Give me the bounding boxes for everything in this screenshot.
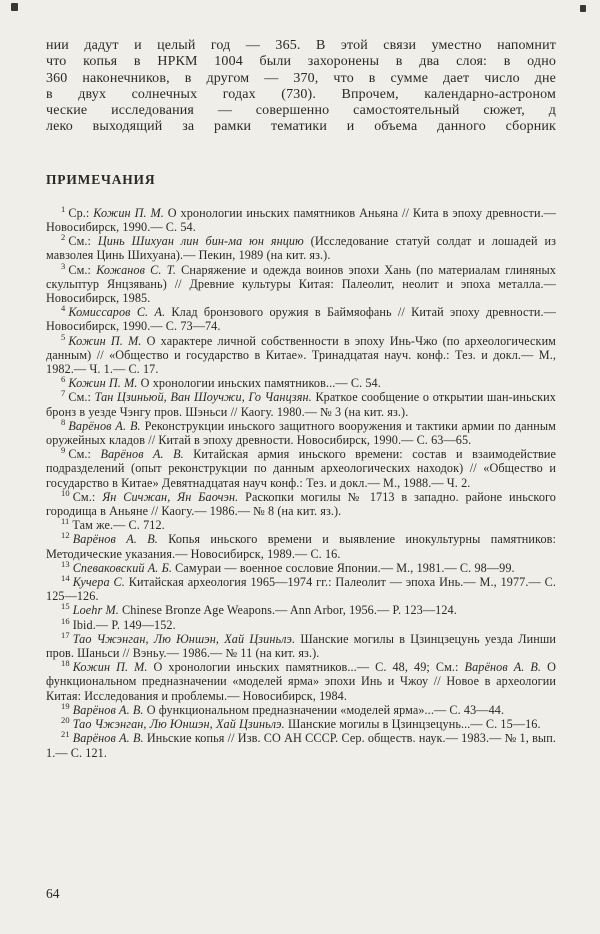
footnote-number: 7 xyxy=(61,388,66,399)
footnote-text: Шанские могилы в Цзинцзецунь уезда Линши пров. Шаньси // Вэньу.— 1986.— № 11 (на кит. яз.). xyxy=(46,631,556,661)
footnote-author: Варёнов А. В. xyxy=(72,702,144,717)
footnote-item xyxy=(46,260,557,306)
footnote-author: Кожин П. М. xyxy=(68,376,138,391)
footnote-item xyxy=(46,532,556,560)
footnote-number: 1 xyxy=(61,203,66,214)
footnote-author: Кожин П. М. xyxy=(93,205,164,220)
footnote-number: 18 xyxy=(61,658,70,669)
footnote-author: Кучера С. xyxy=(72,575,125,590)
footnote-item xyxy=(46,376,556,390)
footnote-item xyxy=(46,731,556,759)
footnote-number: 16 xyxy=(61,615,70,626)
footnote-number: 9 xyxy=(61,445,66,456)
body-line: в двух солнечных годах (730). Впрочем, календарно-астроном xyxy=(46,86,556,102)
footnote-text: Раскопки могилы № 1713 в западно. районе иньского городища в Аньяне // Каогу.— 1986.— № 8 (на кит. яз.). xyxy=(46,489,556,519)
footnote-author: Варёнов А. В. xyxy=(464,660,542,675)
page-number: 64 xyxy=(46,886,60,901)
footnote-text: См.: xyxy=(68,447,101,462)
footnote-item xyxy=(46,615,556,632)
footnote-author: Цинь Шихуан лин бин-ма юн янцию xyxy=(97,234,304,249)
body-line: нии дадут и целый год — 365. В этой связи уместно напомнит xyxy=(46,38,556,53)
footnote-text: Шанские могилы в Цзинцзецунь...— С. 15—16. xyxy=(284,717,541,732)
footnote-text: См.: xyxy=(68,234,98,249)
footnote-number: 17 xyxy=(61,629,70,640)
footnote-item xyxy=(46,518,556,532)
body-line: 360 наконечников, в другом — 370, что в сумме дает число дне xyxy=(46,70,556,86)
footnote-item xyxy=(46,305,556,333)
footnote-number: 21 xyxy=(61,729,70,740)
footnote-item xyxy=(46,700,556,717)
footnote-item xyxy=(46,203,557,234)
footnote-item xyxy=(46,717,556,731)
footnote-item xyxy=(46,487,556,519)
footnote-author: Ян Сичжан, Ян Баочэн. xyxy=(102,489,239,504)
footnote-text: Китайская археология 1965—1974 гг.: Палеолит — эпоха Инь.— М., 1977.— С. 125—126. xyxy=(46,575,556,604)
footnote-text: См.: xyxy=(68,262,97,277)
footnote-number: 8 xyxy=(61,416,66,427)
footnote-number: 10 xyxy=(61,487,70,498)
footnote-text: Самураи — военное сословие Японии.— М., 1981.— С. 98—99. xyxy=(172,560,515,575)
footnote-author: Варёнов А. В. xyxy=(72,731,144,746)
footnote-author: Комиссаров С. А. xyxy=(68,305,166,320)
footnote-author: Тан Цзиньюй, Ван Шоучжи, Го Чанцзян. xyxy=(94,390,312,405)
body-line: ческие исследования — совершенно самостоятельный сюжет, д xyxy=(46,103,556,119)
footnote-text: Краткое сообщение о открытии шан-иньских бронз в уезде Чэнгу пров. Шэньси // Каогу. 1980.— № 3 (на кит. яз.). xyxy=(46,390,556,419)
footnote-author: Тао Чжэнган, Лю Юншэн, Хай Цзиньлэ. xyxy=(72,717,285,732)
footnote-text: Китайская армия иньского времени: состав и взаимодействие подразделений (опыт реконструкции по данным археологических находок) // «Общество и государство в Китае» Девятнадцатая науч конф.: Тез. и докл.— М., 1988.— Ч. 2. xyxy=(46,447,556,490)
footnote-number: 11 xyxy=(61,516,70,527)
scan-artifact-left xyxy=(11,3,18,11)
footnote-text: О хронологии иньских памятников...— С. 48, 49; См.: xyxy=(147,660,465,675)
body-paragraph xyxy=(46,38,556,136)
footnote-number: 4 xyxy=(61,303,66,314)
footnote-item xyxy=(46,390,556,418)
footnote-item xyxy=(46,447,556,490)
footnote-author: Кожанов С. Т. xyxy=(96,262,176,277)
footnote-author: Варёнов А. В. xyxy=(100,447,184,462)
footnote-text: О функциональном предназначении «моделей ярма» эпохи Инь и Чжоу // Новое в археологии Китая: Исследования и проблемы.— Новосибирск, 1984. xyxy=(46,660,556,703)
footnote-number: 2 xyxy=(61,232,66,243)
footnote-text: Иньские копья // Изв. СО АН СССР. Сер. обществ. наук.— 1983.— № 1, вып. 1.— С. 121. xyxy=(46,731,556,760)
footnote-number: 3 xyxy=(61,260,66,271)
footnote-text: Ibid.— P. 149—152. xyxy=(72,617,176,632)
footnote-text: (Исследование статуй солдат и лошадей из мавзолея Цинь Шихуана).— Пекин, 1989 (на кит. яз.). xyxy=(46,234,556,263)
footnote-text: О хронологии иньских памятников Аньяна // Кита в эпоху древности.— Новосибирск, 1990.— С. 54. xyxy=(46,205,557,234)
scan-artifact-right xyxy=(580,5,586,12)
footnote-author: Кожин П. М. xyxy=(72,660,148,675)
footnote-text: Chinese Bronze Age Weapons.— Ann Arbor, 1956.— P. 123—124. xyxy=(118,603,457,618)
page-content xyxy=(46,38,556,760)
footnote-item xyxy=(46,331,556,377)
body-line: что копья в НРКМ 1004 были захоронены в два слоя: в одно xyxy=(46,54,556,70)
footnote-author: Тао Чжэнган, Лю Юншэн, Хай Цзиньлэ. xyxy=(72,631,296,646)
footnote-item xyxy=(46,416,556,448)
footnote-number: 14 xyxy=(61,573,70,583)
footnote-text: Ср.: xyxy=(68,205,94,220)
footnote-item xyxy=(46,575,556,603)
notes-heading: ПРИМЕЧАНИЯ xyxy=(46,171,156,187)
footnote-text: Реконструкции иньского защитного вооружения и тактики армии по данным оружейных кладов // Китай в эпоху древности. Новосибирск, 1990.— С. 63—65. xyxy=(46,418,556,448)
footnote-number: 5 xyxy=(61,331,66,342)
footnote-text: Клад бронзового оружия в Баймяофань // Китай эпоху древности.— Новосибирск, 1990.— С. 73—74. xyxy=(46,305,556,334)
footnote-text: Копья иньского времени и выявление инокультурны памятников: Методические указания.— Новосибирск, 1989.— С. 16. xyxy=(46,532,556,561)
footnote-item xyxy=(46,629,556,661)
footnote-text: Снаряжение и одежда воинов эпохи Хань (по материалам глиняных скульптур Янцзявань) // Древние культуры Китая: Палеолит, неолит и эпоха металла.— Новосибирск, 1985. xyxy=(46,262,557,305)
footnote-text: Там же.— С. 712. xyxy=(72,518,165,533)
footnote-text: О функциональном предназначении «моделей ярма»...— С. 43—44. xyxy=(143,702,505,717)
footnote-item xyxy=(46,660,556,703)
footnote-number: 6 xyxy=(61,374,66,385)
footnote-text: См.: xyxy=(68,390,95,405)
footnote-author: Спеваковский А. Б. xyxy=(72,560,173,575)
footnote-author: Кожин П. М. xyxy=(68,333,142,348)
footnote-author: Варёнов А. В. xyxy=(72,532,158,547)
footnote-item xyxy=(46,558,556,575)
footnote-item xyxy=(46,234,556,262)
footnote-number: 19 xyxy=(61,700,70,711)
footnotes-list xyxy=(46,203,557,760)
footnote-text: О характере личной собственности в эпоху Инь-Чжо (по археологическим данным) // «Общество и государство в Китае». Тринадцатая науч. конф.: Тез. и докл.— М., 1982.— Ч. 1.— С. 17. xyxy=(46,333,556,377)
footnote-item xyxy=(46,603,556,617)
footnote-number: 13 xyxy=(61,558,70,569)
body-line: леко выходящий за рамки тематики и объема данного сборник xyxy=(46,119,556,135)
footnote-author: Варёнов А. В. xyxy=(68,418,141,433)
footnote-text: См.: xyxy=(72,489,103,504)
footnote-text: О хронологии иньских памятников...— С. 54. xyxy=(137,376,381,391)
footnote-author: Loehr M. xyxy=(72,603,119,618)
footnote-number: 20 xyxy=(61,715,70,726)
footnote-number: 12 xyxy=(61,530,70,541)
footnote-number: 15 xyxy=(61,601,70,612)
